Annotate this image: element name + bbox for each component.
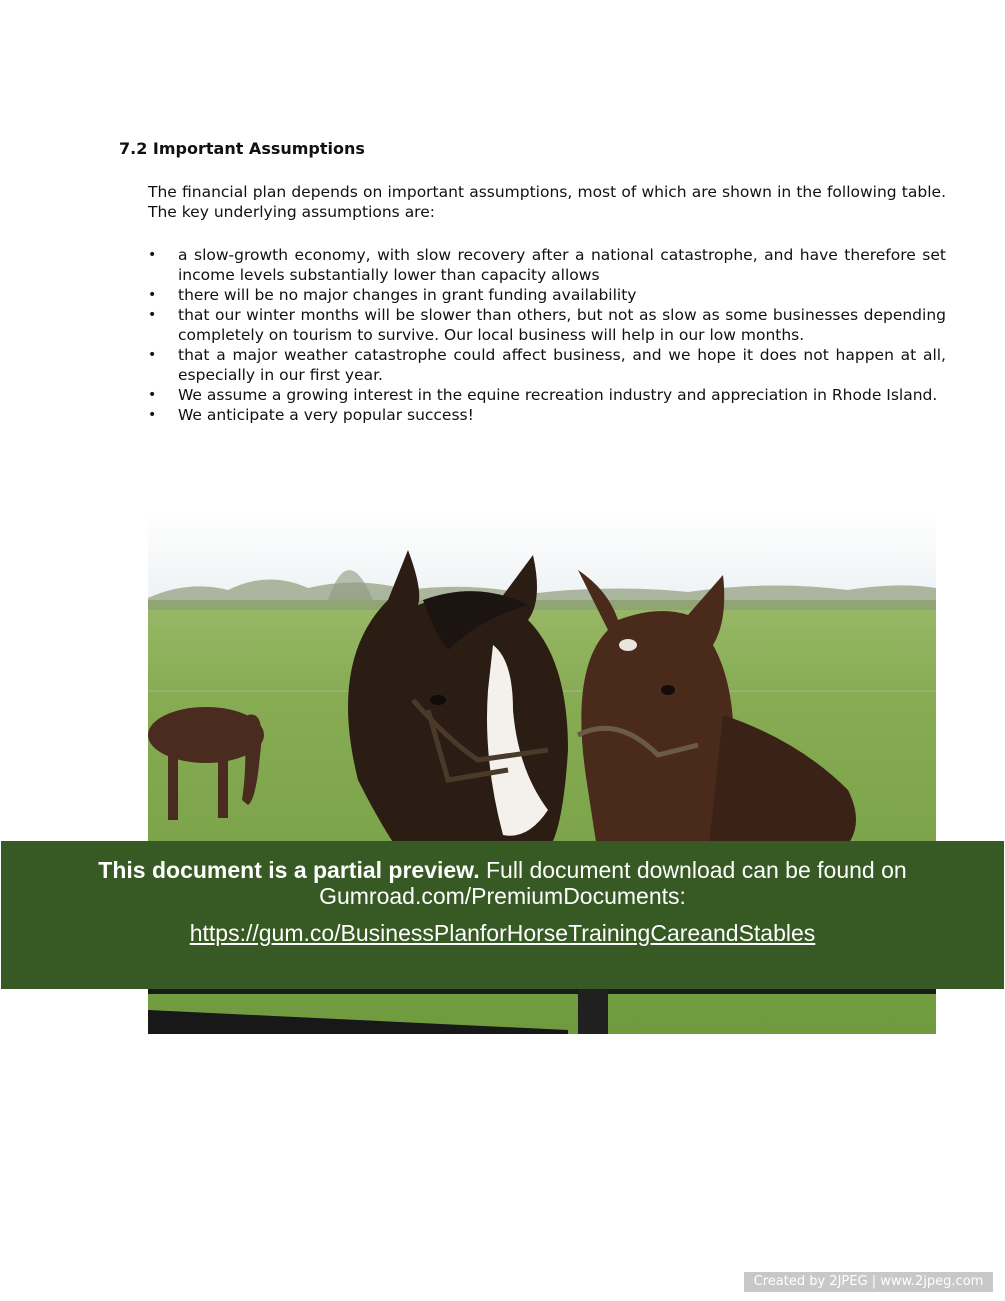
watermark-badge: Created by 2JPEG | www.2jpeg.com [744,1272,993,1292]
download-link[interactable]: https://gum.co/BusinessPlanforHorseTrainingCareandStables [189,920,816,946]
bullet-icon: • [148,387,157,403]
bullet-icon: • [148,287,157,303]
preview-banner [1,841,1004,989]
bullet-icon: • [148,307,157,323]
list-item-text: We assume a growing interest in the equine recreation industry and appreciation in Rhode Island. [178,386,938,404]
list-item-text: a slow-growth economy, with slow recovery after a national catastrophe, and have therefore set income levels substantially lower than capacity allows [178,246,946,284]
list-item [148,305,946,345]
bullet-icon: • [148,347,157,363]
list-item [148,345,946,385]
list-item [148,285,946,305]
list-item-text: there will be no major changes in grant funding availability [178,286,637,304]
list-item [148,245,946,285]
list-item-text: We anticipate a very popular success! [178,406,474,424]
list-item-text: that a major weather catastrophe could affect business, and we hope it does not happen at all, especially in our first year. [178,346,946,384]
banner-message [1,857,1004,909]
banner-bold-text: This document is a partial preview. [98,857,480,883]
bullet-icon: • [148,407,157,423]
assumptions-list [148,245,946,425]
list-item [148,385,946,405]
banner-text: Full document download can be found on Gumroad.com/PremiumDocuments: [319,857,907,909]
bullet-icon: • [148,247,157,263]
list-item [148,405,946,425]
intro-paragraph: The financial plan depends on important assumptions, most of which are shown in the following table. The key underlying assumptions are: [148,183,946,221]
section-heading: 7.2 Important Assumptions [119,139,365,158]
list-item-text: that our winter months will be slower than others, but not as slow as some businesses depending completely on tourism to survive. Our local business will help in our low months. [178,306,946,344]
